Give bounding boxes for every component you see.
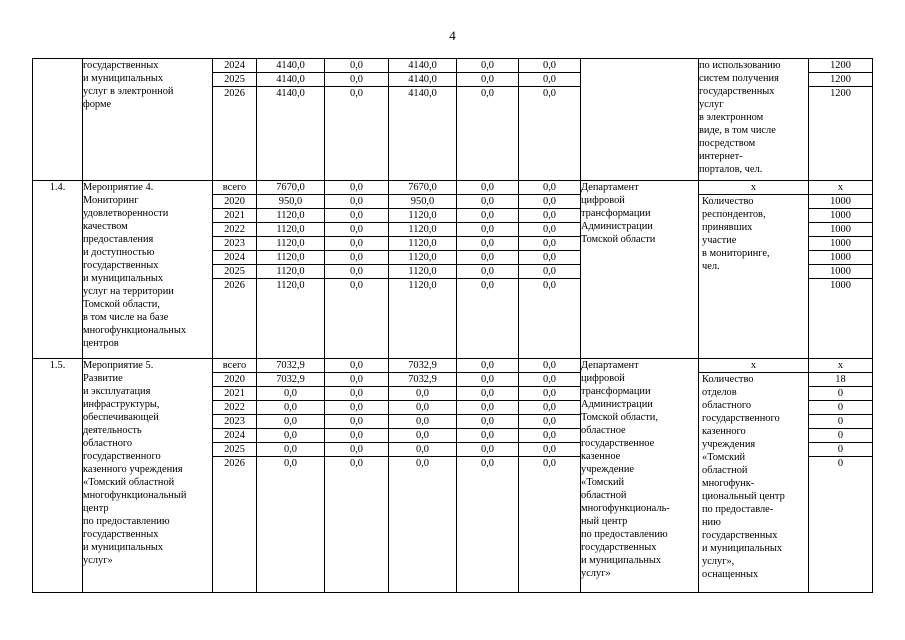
activity-description: государственных и муниципальных услуг в электронной форме xyxy=(83,59,213,181)
year-column: всего 2020 2021 2022 2023 2024 2025 2026 xyxy=(213,359,257,593)
total-funding: 7032,9 7032,9 0,0 0,0 0,0 0,0 0,0 0,0 xyxy=(257,359,325,593)
federal-funding: 0,0 0,0 0,0 0,0 0,0 0,0 0,0 0,0 xyxy=(325,359,389,593)
row-number: 1.5. xyxy=(33,359,83,593)
table-row xyxy=(33,59,873,181)
total-funding: 4140,0 4140,0 4140,0 xyxy=(257,59,325,181)
other-funding: 0,0 0,0 0,0 0,0 0,0 0,0 0,0 0,0 xyxy=(519,181,581,359)
federal-funding: 0,0 0,0 0,0 0,0 0,0 0,0 0,0 0,0 xyxy=(325,181,389,359)
table-row xyxy=(33,359,873,593)
indicator-values: х 18 0 0 0 0 0 0 xyxy=(809,359,873,593)
indicator-description: х Количество респондентов, принявших участие в мониторинге, чел. xyxy=(699,181,809,359)
executor: Департамент цифровой трансформации Администрации Томской области xyxy=(581,181,699,359)
other-funding: 0,0 0,0 0,0 xyxy=(519,59,581,181)
year-column: 2024 2025 2026 xyxy=(213,59,257,181)
row-number xyxy=(33,59,83,181)
activity-description: Мероприятие 4. Мониторинг удовлетворенности качеством предоставления и доступностью государственных и муниципальных услуг на территории Томской области, в том числе на базе многофункциональных центров xyxy=(83,181,213,359)
executor: Департамент цифровой трансформации Администрации Томской области, областное государственное казенное учреждение «Томский областной многофункциональ- ный центр по предоставлению государственных и муниципальных услуг» xyxy=(581,359,699,593)
indicator-values: х 1000 1000 1000 1000 1000 1000 1000 xyxy=(809,181,873,359)
activity-description: Мероприятие 5. Развитие и эксплуатация инфраструктуры, обеспечивающей деятельность областного государственного казенного учреждения «Томский областной многофункциональный центр по предоставлению государственных и муниципальных услуг» xyxy=(83,359,213,593)
local-funding: 0,0 0,0 0,0 xyxy=(457,59,519,181)
local-funding: 0,0 0,0 0,0 0,0 0,0 0,0 0,0 0,0 xyxy=(457,359,519,593)
regional-funding: 7670,0 950,0 1120,0 1120,0 1120,0 1120,0 1120,0 1120,0 xyxy=(389,181,457,359)
federal-funding: 0,0 0,0 0,0 xyxy=(325,59,389,181)
regional-funding: 4140,0 4140,0 4140,0 xyxy=(389,59,457,181)
table-row xyxy=(33,181,873,359)
indicator-values: 1200 1200 1200 xyxy=(809,59,873,181)
executor xyxy=(581,59,699,181)
total-funding: 7670,0 950,0 1120,0 1120,0 1120,0 1120,0 1120,0 1120,0 xyxy=(257,181,325,359)
local-funding: 0,0 0,0 0,0 0,0 0,0 0,0 0,0 0,0 xyxy=(457,181,519,359)
other-funding: 0,0 0,0 0,0 0,0 0,0 0,0 0,0 0,0 xyxy=(519,359,581,593)
indicator-description: по использованию систем получения государственных услуг в электронном виде, в том числе посредством интернет- порталов, чел. xyxy=(699,59,809,181)
program-table xyxy=(32,58,873,593)
year-column: всего 2020 2021 2022 2023 2024 2025 2026 xyxy=(213,181,257,359)
regional-funding: 7032,9 7032,9 0,0 0,0 0,0 0,0 0,0 0,0 xyxy=(389,359,457,593)
page-number: 4 xyxy=(449,28,456,43)
indicator-description: х Количество отделов областного государственного казенного учреждения «Томский областной многофунк- циональный центр по предоставле- нию государственных и муниципальных услуг», оснащенных xyxy=(699,359,809,593)
row-number: 1.4. xyxy=(33,181,83,359)
